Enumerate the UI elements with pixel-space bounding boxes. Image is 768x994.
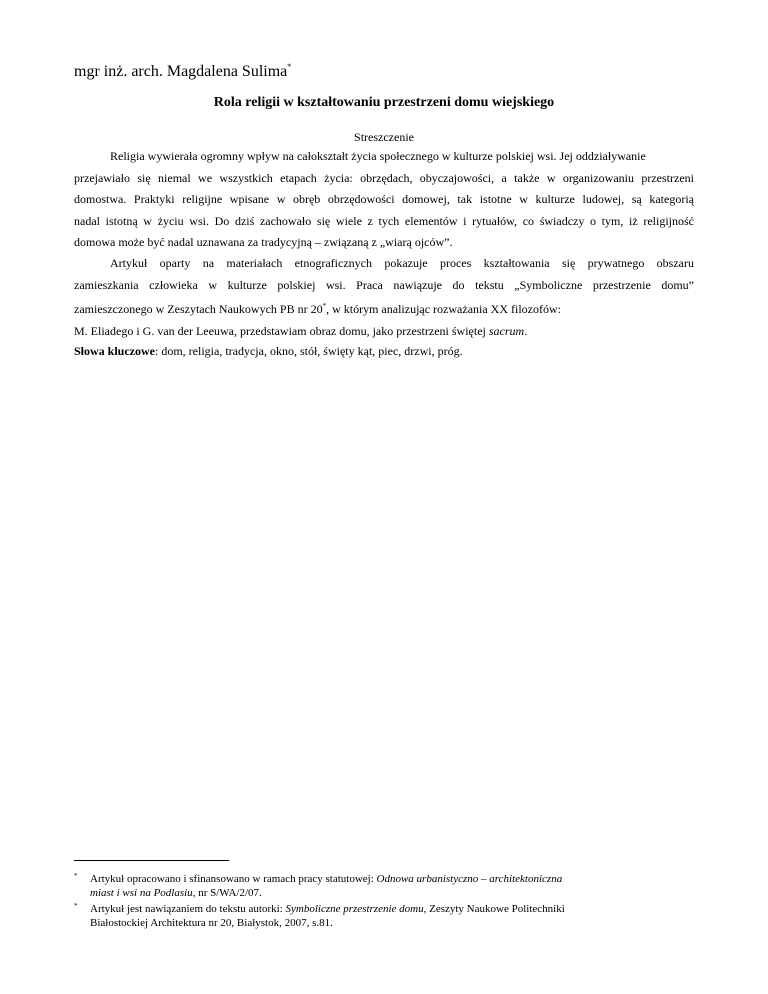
abstract-paragraph-1 bbox=[74, 146, 694, 254]
abstract-p2-line-2: zamieszkania człowieka w kulturze polskiej wsi. Praca nawiązuje do tekstu „Symboliczne przestrzenie domu” bbox=[74, 277, 694, 292]
abstract-p1-line-2: przejawiało się niemal we wszystkich etapach życia: obrzędach, obyczajowości, a także w organizowaniu przestrzeni bbox=[74, 170, 694, 185]
article-title: Rola religii w kształtowaniu przestrzeni domu wiejskiego bbox=[213, 95, 555, 110]
footnote-separator bbox=[74, 860, 229, 861]
footnote-2-text-mid: , Zeszyty Naukowe Politechniki bbox=[423, 903, 565, 915]
abstract-p2-line-3-start: zamieszczonego w Zeszytach Naukowych PB nr 20 bbox=[74, 302, 323, 316]
footnote-1-mark: * bbox=[74, 872, 78, 880]
abstract-p2-line-4 bbox=[74, 321, 694, 343]
abstract-p2-line-3-end: , w którym analizując rozważania XX filozofów: bbox=[326, 302, 562, 316]
keywords-line bbox=[74, 344, 463, 359]
author-footnote-mark: * bbox=[287, 62, 292, 71]
footnote-2-mark: * bbox=[74, 902, 78, 910]
footnote-1-line-1 bbox=[74, 872, 694, 886]
author-name: mgr inż. arch. Magdalena Sulima bbox=[74, 63, 288, 80]
footnote-1-italic-2: miast i wsi na Podlasiu bbox=[90, 887, 193, 899]
footnote-2 bbox=[74, 902, 694, 930]
footnote-2-italic: Symboliczne przestrzenie domu bbox=[285, 903, 424, 915]
footnote-2-line-2: Białostockiej Architektura nr 20, Białystok, 2007, s.81. bbox=[90, 917, 333, 929]
abstract-paragraph-2 bbox=[74, 253, 694, 342]
abstract-heading: Streszczenie bbox=[354, 130, 414, 144]
footnote-1-text-end: , nr S/WA/2/07. bbox=[192, 887, 262, 899]
abstract-p2-line-4-end: . bbox=[524, 323, 528, 338]
keywords-label: Słowa kluczowe bbox=[74, 344, 155, 358]
abstract-p1-line-3: domostwa. Praktyki religijne wpisane w obręb obrzędowości domowej, tak istotne w kulturze ludowej, są kategorią bbox=[74, 192, 694, 206]
footnote-1-text-start: Artykuł opracowano i sfinansowano w ramach pracy statutowej: bbox=[90, 873, 377, 885]
footnote-2-text-start: Artykuł jest nawiązaniem do tekstu autorki: bbox=[90, 903, 286, 915]
sacrum-term: sacrum bbox=[488, 323, 525, 338]
footnote-1-line-2 bbox=[74, 886, 694, 900]
footnote-1 bbox=[74, 872, 694, 900]
abstract-p2-line-1: Artykuł oparty na materiałach etnograficznych pokazuje proces kształtowania się prywatnego obszaru bbox=[110, 256, 694, 270]
footnote-1-italic-1: Odnowa urbanistyczno – architektoniczna bbox=[376, 873, 563, 885]
abstract-p1-line-1: Religia wywierała ogromny wpływ na całokształt życia społecznego w kulturze polskiej wsi. Jej oddziaływanie bbox=[110, 149, 646, 163]
inline-footnote-mark: * bbox=[322, 302, 327, 310]
abstract-p1-line-5: domowa może być nadal uznawana za tradycyjną – związaną z „wiarą ojców”. bbox=[74, 235, 453, 249]
keywords-list: : dom, religia, tradycja, okno, stół, święty kąt, piec, drzwi, próg. bbox=[155, 344, 463, 358]
author-line bbox=[74, 62, 291, 81]
abstract-p1-line-4: nadal istotną w życiu wsi. Do dziś zachowało się wiele z tych elementów i rytuałów, co świadczy o tym, iż religijność bbox=[74, 213, 694, 228]
footnote-2-line-1 bbox=[74, 902, 694, 916]
abstract-p2-line-4-start: M. Eliadego i G. van der Leeuwa, przedstawiam obraz domu, jako przestrzeni świętej bbox=[74, 323, 489, 338]
abstract-p2-line-3 bbox=[74, 296, 694, 321]
